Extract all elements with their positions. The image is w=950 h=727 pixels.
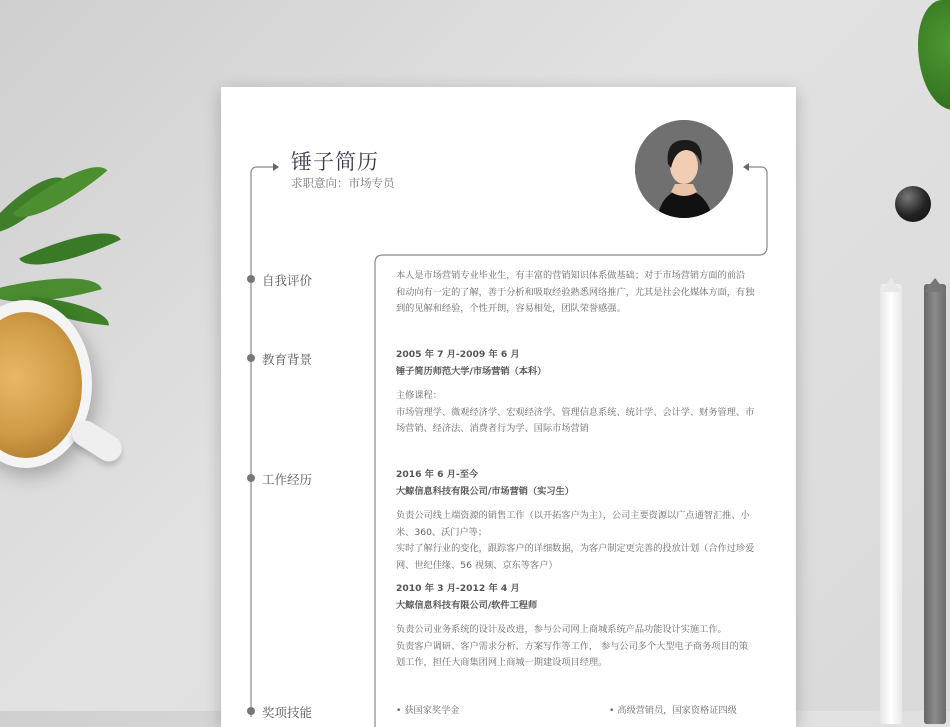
left-timeline [251, 167, 277, 717]
arrow-right-icon [273, 163, 279, 171]
section-label-education: 教育背景 [262, 352, 313, 367]
timeline-dot [247, 275, 255, 283]
arrow-left-icon [743, 163, 749, 171]
cup-handle [67, 416, 127, 467]
person-photo-icon [635, 120, 733, 218]
award-text: 获国家奖学金 [404, 705, 460, 716]
job-period: 2016 年 6 月-至今 [396, 469, 479, 480]
text-line: 负责公司业务系统的设计及改进，参与公司网上商城系统产品功能设计实施工作。 [396, 624, 727, 635]
award-item: • 获国家奖学金 [396, 705, 460, 716]
resume-name: 锤子简历 [291, 150, 379, 174]
section-label-self-eval: 自我评价 [262, 273, 313, 288]
resume-page [221, 87, 796, 727]
plant-corner [918, 0, 950, 110]
work-job-1 [396, 467, 768, 574]
text-line: 市场管理学、微观经济学、宏观经济学、管理信息系统、统计学、会计学、财务管理、市 [396, 406, 755, 418]
education-text [396, 347, 768, 438]
work-job-2 [396, 581, 768, 672]
job-period: 2010 年 3 月-2012 年 4 月 [396, 583, 520, 594]
profile-avatar [635, 120, 733, 218]
timeline-dot [247, 474, 255, 482]
job-company: 大鲸信息科技有限公司/软件工程师 [396, 599, 538, 611]
education-school: 锤子简历师范大学/市场营销（本科） [396, 365, 547, 377]
pen-tip [880, 278, 902, 292]
black-ball [895, 186, 931, 222]
white-pen [880, 284, 902, 724]
gray-pen [924, 284, 946, 724]
text-line: 负责客户调研、客户需求分析、方案写作等工作， 参与公司多个大型电子商务项目的策 [396, 640, 749, 652]
text-line: 实时了解行业的变化，跟踪客户的详细数据，为客户制定更完善的投放计划（合作过珍爱 [396, 543, 755, 554]
text-line: 划工作，担任大商集团网上商城一期建设项目经理。 [396, 657, 608, 668]
text-line: 负责公司线上端资源的销售工作（以开拓客户为主），公司主要资源以广点通智汇推、小 [396, 510, 750, 521]
job-company: 大鲸信息科技有限公司/市场营销（实习生） [396, 485, 574, 497]
text-line: 米、360、沃门户等； [396, 526, 488, 538]
education-period: 2005 年 7 月-2009 年 6 月 [396, 349, 520, 360]
plant-leaf [19, 216, 121, 282]
timeline-dot [247, 707, 255, 715]
text-line: 到的见解和经验，个性开朗，容易相处，团队荣誉感强。 [396, 303, 626, 314]
section-label-awards: 奖项技能 [262, 705, 313, 720]
text-line: 和动向有一定的了解，善于分析和吸取经验熟悉网络推广，尤其是社会化媒体方面，有独 [396, 286, 755, 298]
text-line: 场营销、经济法、消费者行为学、国际市场营销 [396, 423, 589, 434]
pen-tip [924, 278, 946, 292]
section-label-work: 工作经历 [262, 472, 313, 487]
award-text: 高级营销员，国家资格证四级 [617, 705, 737, 716]
courses-title: 主修课程： [396, 390, 442, 401]
text-line: 本人是市场营销专业毕业生，有丰富的营销知识体系做基础；对于市场营销方面的前沿 [396, 270, 746, 281]
text-line: 网、世纪佳缘、56 视频、京东等客户） [396, 559, 558, 571]
timeline-dot [247, 354, 255, 362]
award-item: • 高级营销员，国家资格证四级 [609, 705, 737, 716]
job-intent: 求职意向：市场专员 [291, 176, 395, 190]
self-eval-text [396, 268, 768, 318]
